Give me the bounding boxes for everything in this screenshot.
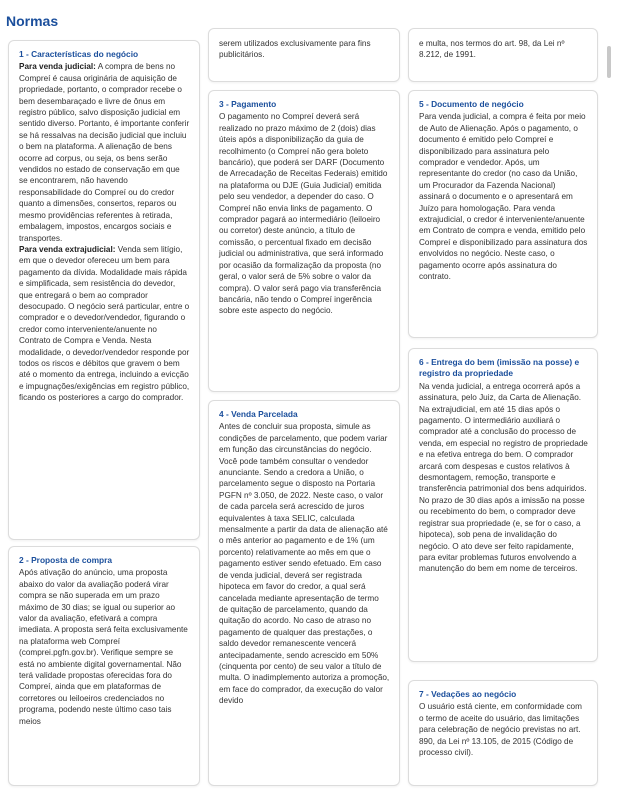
card-proposta-continuation xyxy=(208,28,400,82)
page-title: Normas xyxy=(6,13,59,29)
card-entrega xyxy=(408,348,598,662)
card-title: 6 - Entrega do bem (imissão na posse) e registro da propriedade xyxy=(419,357,580,379)
card-title: 1 - Características do negócio xyxy=(19,49,139,59)
card-documento xyxy=(408,90,598,338)
judicial-text: A compra de bens no Compreí é causa originária de aquisição de propriedade, portanto, o comprador recebe o bem desembaraçado e livre de ônus em registro público, salvo disposição judicial em sentido diverso. Portanto, é importante conferir se há ressalvas na decisão judicial que incluiu o bem na plataforma. A alienação de bens ocorre ad corpus, ou seja, os bens serão vendidos no estado de conservação em que se encontrarem, não havendo responsabilidade do Compreí ou do credor quanto a dimensões, consertos, reparos ou mesmo providências referentes à retirada, embalagem, impostos, encargos sociais e transportes. xyxy=(19,62,190,243)
card-text: serem utilizados exclusivamente para fins publicitários. xyxy=(219,39,371,60)
extrajudicial-label: Para venda extrajudicial: xyxy=(19,244,116,254)
card-text: Na venda judicial, a entrega ocorrerá após a assinatura, pelo Juiz, da Carta de Alienação. Na extrajudicial, em até 15 dias após o pagamento. O intermediário auxiliará o comprador até a conclusão do processo de venda, em especial no registro de propriedade e na efetiva entrega do bem. O comprador arcará com despesas e custos relativos à desmontagem, remoção, transporte e transferência patrimonial dos bens adquiridos. No prazo de 30 dias após a imissão na posse ou recebimento do bem, o comprador deve registrar sua propriedade (e, se for o caso, a hipoteca), sob pena de invalidação do negócio. O ato deve ser feito rapidamente, para evitar problemas futuros envolvendo a manutenção do bem em nome de terceiros. xyxy=(419,381,588,574)
card-text: O pagamento no Compreí deverá será realizado no prazo máximo de 2 (dois) dias úteis após a disponibilização da guia de recolhimento (o Compreí não gera boleto bancário), que poderá ser DARF (Documento de Arrecadação de Receitas Federais) emitido na plataforma ou DJE (Guia Judicial) emitida pelo seu vendedor, a depender do caso. O Compreí não envia links de pagamento. O comprador pagará ao intermediário (leiloeiro ou corretor) deste anúncio, a título de comissão, o percentual fixado em decisão judicial ou administrativa, que será informado por ocasião da formalização da proposta (no geral, o valor será de 5% sobre o valor da compra). O valor será pago via transferência bancária, não tendo o Compreí ingerência sobre este aspecto do negócio. xyxy=(219,112,388,316)
card-proposta xyxy=(8,546,200,786)
card-text: Após ativação do anúncio, uma proposta abaixo do valor da avaliação poderá virar compra se não superada em um prazo máximo de 30 dias; se igual ou superior ao valor da avaliação, efetivará a compra imediata. A proposta será feita exclusivamente na plataforma web Compreí (comprei.pgfn.gov.br). Verifique sempre se está no ambiente digital governamental. Não terá validade propostas oferecidas fora do Compreí, ainda que em plataformas de corretores ou leiloeiros credenciados no programa, podendo neste último caso tais meios xyxy=(19,568,188,726)
scrollbar[interactable] xyxy=(605,0,613,807)
card-text: O usuário está ciente, em conformidade com o termo de aceite do usuário, das limitações para celebração de negócio previstas no art. 890, da Lei nº 13.105, de 2015 (Código de processo civil). xyxy=(419,702,582,758)
card-text xyxy=(19,61,190,403)
card-text: Antes de concluir sua proposta, simule as condições de parcelamento, que podem variar em função das circunstâncias do negócio. Você pode também consultar o vendedor anunciante. Sendo a credora a União, o parcelamento segue o disposto na Portaria PGFN nº 3.050, de 2022. Neste caso, o valor de cada parcela será acrescido de juros equivalentes à taxa SELIC, calculada mensalmente a partir da data de alienação até o mês anterior ao pagamento e de 1% (um porcento) relativamente ao mês em que o pagamento estiver sendo efetuado. Em caso de venda judicial, deverá ser registrada hipoteca em favor do credor, a qual será cancelada mediante apresentação de termo de quitação de parcelamento, quando da quitação do acordo. No caso de atraso no pagamento de qualquer das prestações, o saldo devedor remanescente vencerá antecipadamente, sendo acrescido em 50% (cinquenta por cento) de seu valor a título de multa. O inadimplemento autoriza a promoção, em face do comprador, da execução do valor devido xyxy=(219,422,390,706)
judicial-label: Para venda judicial: xyxy=(19,62,96,72)
scrollbar-thumb[interactable] xyxy=(607,46,611,78)
card-venda-parcelada-continuation xyxy=(408,28,598,82)
card-pagamento xyxy=(208,90,400,392)
extrajudicial-text: Venda sem litígio, em que o devedor ofereceu um bem para pagamento da dívida. Modalidade mais rápida e simplificada, sem resistência do devedor, que entregará o bem ao comprador desocupado. O negócio será particular, entre o comprador e o devedor/vendedor, figurando o credor como interveniente/anuente no Contrato de Compra e Venda. Nesta modalidade, o devedor/vendedor responde por todos os riscos e débitos que gravem o bem até o momento da entrega, incluindo a evicção e impugnações/exigências em registro público, ficando os posteriores a cargo do comprador. xyxy=(19,244,190,403)
card-title: 4 - Venda Parcelada xyxy=(219,409,298,419)
card-text: e multa, nos termos do art. 98, da Lei nº 8.212, de 1991. xyxy=(419,39,565,60)
card-caracteristicas xyxy=(8,40,200,540)
card-text: Para venda judicial, a compra é feita por meio de Auto de Alienação. Após o pagamento, o documento é emitido pelo Compreí e disponibilizado para assinatura pelo comprador e vendedor. Após, um representante do credor (no caso da União, um Procurador da Fazenda Nacional) assinará o documento e o apresentará em Juízo para homologação. Para venda extrajudicial, o credor é interveniente/anuente em Contrato de compra e venda, emitido pelo Compreí e disponibilizado para assinatura dos envolvidos no negócio. Neste caso, o pagamento ocorre após assinatura do contrato. xyxy=(419,112,588,282)
card-title: 5 - Documento de negócio xyxy=(419,99,524,109)
card-title: 3 - Pagamento xyxy=(219,99,277,109)
card-venda-parcelada xyxy=(208,400,400,786)
card-title: 2 - Proposta de compra xyxy=(19,555,113,565)
card-title: 7 - Vedações ao negócio xyxy=(419,689,517,699)
card-vedacoes xyxy=(408,680,598,786)
